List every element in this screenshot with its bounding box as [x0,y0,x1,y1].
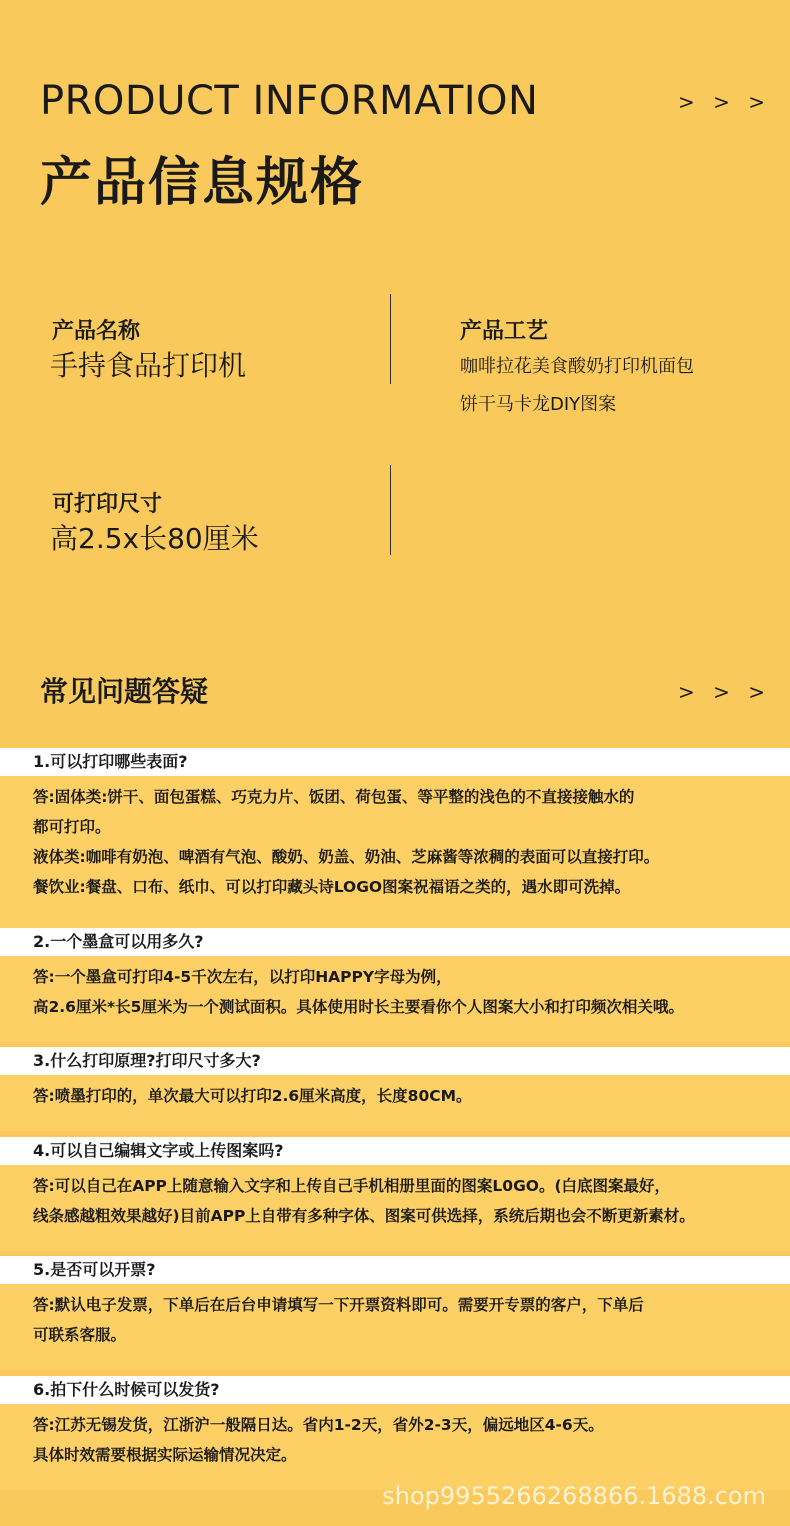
spec-divider-bottom [390,465,391,555]
faq-answer-line: 答:一个墨盒可打印4-5千次左右，以打印HAPPY字母为例， [33,968,452,986]
faq-answer [0,1404,790,1490]
faq-answer-line: 液体类:咖啡有奶泡、啤酒有气泡、酸奶、奶盖、奶油、芝麻酱等浓稠的表面可以直接打印。 [33,848,660,866]
shop-watermark: shop9955266268866.1688.com [382,1482,766,1510]
faq-section-title: 常见问题答疑 [40,675,209,708]
faq-question: 3.什么打印原理?打印尺寸多大? [0,1047,790,1075]
title-chinese: 产品信息规格 [40,153,365,213]
spec-size-value: 高2.5x长80厘米 [50,522,259,555]
faq-answer-line: 都可打印。 [33,818,111,836]
faq-question: 4.可以自己编辑文字或上传图案吗? [0,1137,790,1165]
faq-answer-line: 具体时效需要根据实际运输情况决定。 [33,1446,297,1464]
faq-answer [0,956,790,1042]
faq-answer-line: 餐饮业:餐盘、口布、纸巾、可以打印藏头诗LOGO图案祝福语之类的，遇水即可洗掉。 [33,878,631,896]
faq-item-3 [0,1047,790,1131]
faq-answer-line: 线条感越粗效果越好)目前APP上自带有多种字体、图案可供选择，系统后期也会不断更新素材。 [33,1207,695,1225]
title-english: PRODUCT INFORMATION [40,78,539,124]
spec-divider-top [390,294,391,384]
faq-answer-line: 答:江苏无锡发货，江浙沪一般隔日达。省内1-2天，省外2-3天，偏远地区4-6天。 [33,1416,604,1434]
faq-answer [0,776,790,928]
spec-process-line: 饼干马卡龙DIY图案 [460,394,617,415]
faq-answer-line: 高2.6厘米*长5厘米为一个测试面积。具体使用时长主要看你个人图案大小和打印频次相关哦。 [33,998,684,1016]
faq-item-1 [0,748,790,928]
faq-item-2 [0,928,790,1042]
spec-size-label: 可打印尺寸 [52,492,163,517]
faq-answer-line: 答:可以自己在APP上随意输入文字和上传自己手机相册里面的图案L0GO。(白底图案最好， [33,1177,671,1195]
header-arrows: > > > [678,90,771,114]
spec-name-value: 手持食品打印机 [50,349,247,382]
faq-question: 6.拍下什么时候可以发货? [0,1376,790,1404]
faq-answer-line: 答:喷墨打印的，单次最大可以打印2.6厘米高度，长度80CM。 [33,1087,472,1105]
spec-process-label: 产品工艺 [460,319,549,344]
faq-answer [0,1165,790,1251]
faq-answer-line: 答:固体类:饼干、面包蛋糕、巧克力片、饭团、荷包蛋、等平整的浅色的不直接接触水的 [33,788,635,806]
faq-question: 5.是否可以开票? [0,1256,790,1284]
faq-question: 1.可以打印哪些表面? [0,748,790,776]
faq-item-6 [0,1376,790,1490]
faq-item-5 [0,1256,790,1370]
faq-question: 2.一个墨盒可以用多久? [0,928,790,956]
spec-process-line: 咖啡拉花美食酸奶打印机面包 [460,356,694,377]
spec-process-value [460,348,694,424]
faq-answer-line: 可联系客服。 [33,1326,127,1344]
faq-answer [0,1284,790,1370]
faq-arrows: > > > [678,680,771,704]
faq-item-4 [0,1137,790,1251]
spec-name-label: 产品名称 [52,319,141,344]
faq-answer-line: 答:默认电子发票，下单后在后台申请填写一下开票资料即可。需要开专票的客户，下单后 [33,1296,644,1314]
faq-answer [0,1075,790,1131]
